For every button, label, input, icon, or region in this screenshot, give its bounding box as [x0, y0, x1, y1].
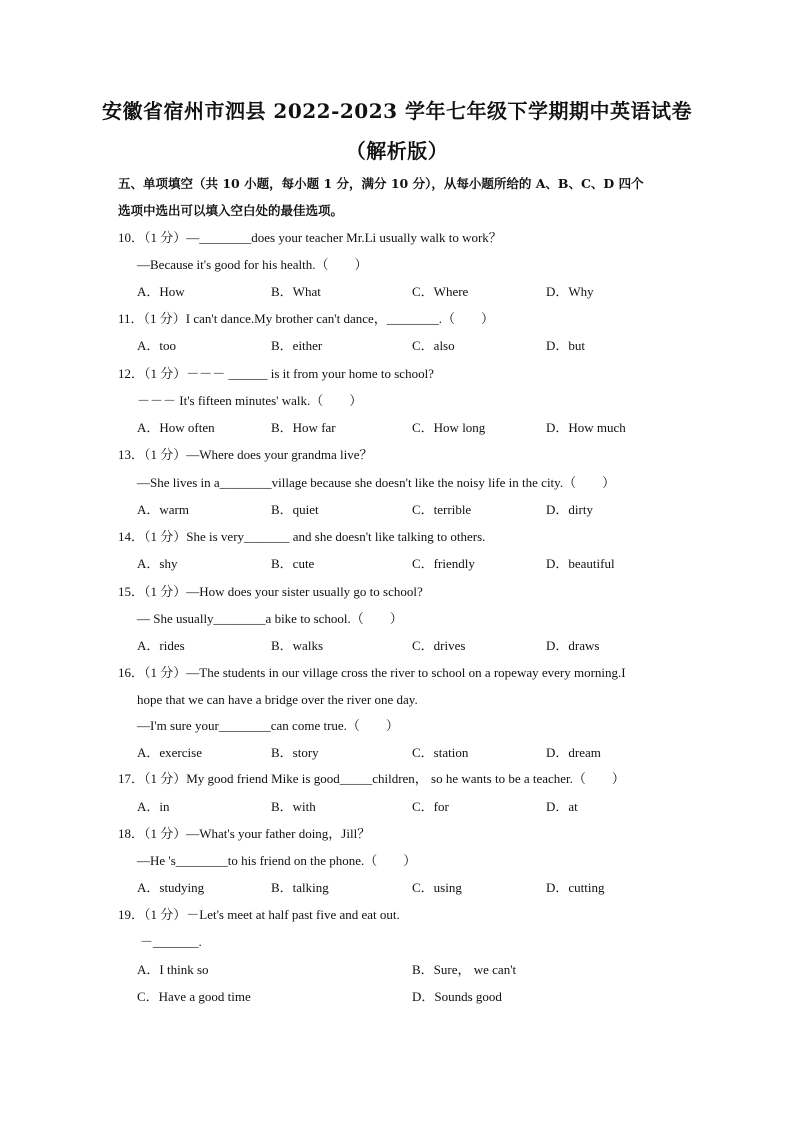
question-10-stem: 10．（1 分）—________does your teacher Mr.Li usually walk to work？: [118, 230, 502, 245]
question-13-option-c[interactable]: C．terrible: [412, 502, 472, 517]
question-15-option-b[interactable]: B．walks: [271, 638, 324, 653]
question-10-option-b[interactable]: B．What: [271, 284, 321, 299]
question-11-option-a[interactable]: A．too: [137, 338, 177, 353]
question-14-option-b[interactable]: B．cute: [271, 556, 315, 571]
question-14-option-c[interactable]: C．friendly: [412, 556, 475, 571]
question-10-option-d[interactable]: D．Why: [546, 284, 594, 299]
question-16-option-c[interactable]: C．station: [412, 745, 469, 760]
question-17-option-a[interactable]: A．in: [137, 799, 170, 814]
question-19-option-a[interactable]: A．I think so: [137, 962, 209, 977]
doc-subtitle: （解析版）: [345, 139, 449, 163]
question-15-option-c[interactable]: C．drives: [412, 638, 466, 653]
doc-title: 安徽省宿州市泗县 2022-2023 学年七年级下学期期中英语试卷: [101, 99, 693, 123]
question-10-response: —Because it's good for his health.（ ）: [137, 257, 368, 272]
question-18-response: —He 's________to his friend on the phone.（ ）: [137, 853, 417, 868]
question-15-option-a[interactable]: A．rides: [137, 638, 185, 653]
question-18-option-d[interactable]: D．cutting: [546, 880, 605, 895]
question-15-response: — She usually________a bike to school.（ ）: [137, 611, 403, 626]
question-12-option-b[interactable]: B．How far: [271, 420, 336, 435]
question-12-response: －－－ It's fifteen minutes' walk.（ ）: [137, 393, 363, 408]
question-17-stem: 17．（1 分）My good friend Mike is good_____children， so he wants to be a teacher.（ ）: [118, 771, 625, 786]
question-16-stem: 16．（1 分）—The students in our village cross the river to school on a ropeway every morning.I: [118, 665, 626, 680]
question-18-option-a[interactable]: A．studying: [137, 880, 205, 895]
question-13-stem: 13．（1 分）—Where does your grandma live？: [118, 447, 373, 462]
question-16-stem-continued: hope that we can have a bridge over the river one day.: [137, 692, 418, 707]
question-19-option-d[interactable]: D．Sounds good: [412, 989, 502, 1004]
question-13-option-b[interactable]: B．quiet: [271, 502, 319, 517]
question-10-option-a[interactable]: A．How: [137, 284, 185, 299]
question-19-response: －_______.: [140, 934, 202, 949]
question-11-option-d[interactable]: D．but: [546, 338, 586, 353]
question-17-option-d[interactable]: D．at: [546, 799, 578, 814]
question-19-option-c[interactable]: C．Have a good time: [137, 989, 251, 1004]
question-16-response: —I'm sure your________can come true.（ ）: [137, 718, 399, 733]
question-10-option-c[interactable]: C．Where: [412, 284, 469, 299]
question-17-option-c[interactable]: C．for: [412, 799, 449, 814]
section-instruction-line2: 选项中选出可以填入空白处的最佳选项。: [118, 203, 344, 218]
question-13-response: —She lives in a________village because she doesn't like the noisy life in the city.（ ）: [137, 475, 616, 490]
question-18-option-c[interactable]: C．using: [412, 880, 462, 895]
question-15-option-d[interactable]: D．draws: [546, 638, 600, 653]
question-14-option-d[interactable]: D．beautiful: [546, 556, 615, 571]
question-18-stem: 18．（1 分）—What's your father doing，Jill？: [118, 826, 371, 841]
question-12-stem: 12．（1 分）－－－ ______ is it from your home to school?: [118, 366, 434, 381]
question-14-stem: 14．（1 分）She is very_______ and she doesn't like talking to others.: [118, 529, 486, 544]
question-14-option-a[interactable]: A．shy: [137, 556, 178, 571]
question-11-option-b[interactable]: B．either: [271, 338, 323, 353]
question-19-option-b[interactable]: B．Sure， we can't: [412, 962, 517, 977]
section-instruction-line1: 五、单项填空（共 10 小题，每小题 1 分，满分 10 分），从每小题所给的 A、B、C、D 四个: [118, 176, 644, 191]
question-12-option-d[interactable]: D．How much: [546, 420, 626, 435]
question-16-option-a[interactable]: A．exercise: [137, 745, 202, 760]
question-15-stem: 15．（1 分）—How does your sister usually go to school?: [118, 584, 423, 599]
question-12-option-a[interactable]: A．How often: [137, 420, 215, 435]
question-19-stem: 19．（1 分）－Let's meet at half past five and eat out.: [118, 907, 400, 922]
question-16-option-b[interactable]: B．story: [271, 745, 319, 760]
question-18-option-b[interactable]: B．talking: [271, 880, 329, 895]
question-13-option-a[interactable]: A．warm: [137, 502, 189, 517]
question-17-option-b[interactable]: B．with: [271, 799, 316, 814]
question-16-option-d[interactable]: D．dream: [546, 745, 601, 760]
question-13-option-d[interactable]: D．dirty: [546, 502, 593, 517]
question-11-stem: 11．（1 分）I can't dance.My brother can't dance，________.（ ）: [118, 311, 495, 326]
question-12-option-c[interactable]: C．How long: [412, 420, 486, 435]
question-11-option-c[interactable]: C．also: [412, 338, 455, 353]
